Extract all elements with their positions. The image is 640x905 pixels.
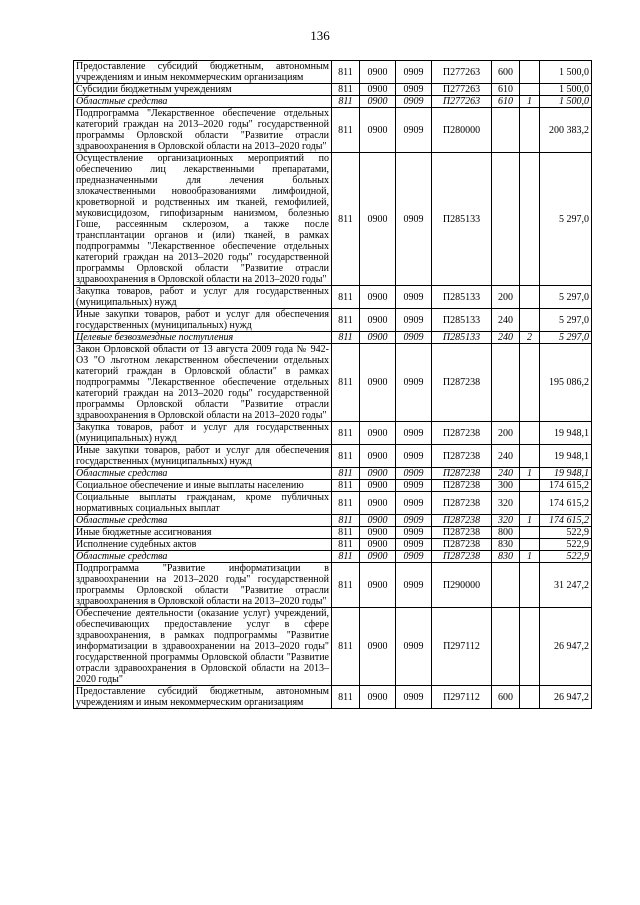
table-row bbox=[74, 332, 592, 344]
row-name: Иные бюджетные ассигнования bbox=[74, 527, 332, 539]
row-name: Обеспечение деятельности (оказание услуг) учреждений, обеспечивающих предоставление услуг в сфере здравоохранения, в рамках подпрограммы "Развитие информатизации в здравоохранении на 2013–2020 годы" государственной программы Орловской области "Развитие отрасли здравоохранения в Орловской области на 2013–2020 годы" bbox=[74, 608, 332, 686]
table-row bbox=[74, 445, 592, 468]
row-funding-source bbox=[520, 686, 540, 709]
row-funding-source bbox=[520, 422, 540, 445]
row-amount: 522,9 bbox=[540, 527, 592, 539]
row-target-code: П277263 bbox=[432, 61, 492, 84]
row-section-code: 0900 bbox=[360, 309, 396, 332]
row-target-code: П287238 bbox=[432, 492, 492, 515]
table-row bbox=[74, 492, 592, 515]
row-funding-source bbox=[520, 108, 540, 153]
row-expense-type: 200 bbox=[492, 422, 520, 445]
row-funding-source: 1 bbox=[520, 468, 540, 480]
row-ministry-code: 811 bbox=[332, 84, 360, 96]
row-expense-type bbox=[492, 344, 520, 422]
row-target-code: П287238 bbox=[432, 445, 492, 468]
row-section-code: 0900 bbox=[360, 468, 396, 480]
row-subsection-code: 0909 bbox=[396, 61, 432, 84]
row-target-code: П285133 bbox=[432, 286, 492, 309]
row-ministry-code: 811 bbox=[332, 332, 360, 344]
row-target-code: П287238 bbox=[432, 422, 492, 445]
row-expense-type: 240 bbox=[492, 332, 520, 344]
table-row bbox=[74, 96, 592, 108]
row-expense-type: 320 bbox=[492, 492, 520, 515]
row-ministry-code: 811 bbox=[332, 468, 360, 480]
row-subsection-code: 0909 bbox=[396, 527, 432, 539]
row-ministry-code: 811 bbox=[332, 344, 360, 422]
row-name: Предоставление субсидий бюджетным, автономным учреждениям и иным некоммерческим организациям bbox=[74, 686, 332, 709]
table-row bbox=[74, 527, 592, 539]
row-funding-source bbox=[520, 153, 540, 286]
row-expense-type: 320 bbox=[492, 515, 520, 527]
row-target-code: П280000 bbox=[432, 108, 492, 153]
row-name: Закон Орловской области от 13 августа 2009 года № 942-ОЗ "О льготном лекарственном обеспечении отдельных категорий граждан в Орловской области" в рамках подпрограммы "Лекарственное обеспечение отдельных категорий граждан на 2013–2020 годы" государственной программы Орловской области "Развитие отрасли здравоохранения в Орловской области на 2013–2020 годы" bbox=[74, 344, 332, 422]
row-name: Областные средства bbox=[74, 515, 332, 527]
row-amount: 5 297,0 bbox=[540, 286, 592, 309]
row-subsection-code: 0909 bbox=[396, 563, 432, 608]
row-expense-type: 240 bbox=[492, 468, 520, 480]
row-subsection-code: 0909 bbox=[396, 539, 432, 551]
row-expense-type bbox=[492, 153, 520, 286]
row-funding-source bbox=[520, 527, 540, 539]
row-section-code: 0900 bbox=[360, 61, 396, 84]
row-section-code: 0900 bbox=[360, 539, 396, 551]
row-amount: 5 297,0 bbox=[540, 153, 592, 286]
row-name: Закупка товаров, работ и услуг для государственных (муниципальных) нужд bbox=[74, 286, 332, 309]
row-ministry-code: 811 bbox=[332, 96, 360, 108]
table-row bbox=[74, 422, 592, 445]
row-amount: 1 500,0 bbox=[540, 96, 592, 108]
row-funding-source bbox=[520, 61, 540, 84]
row-name: Областные средства bbox=[74, 468, 332, 480]
row-amount: 19 948,1 bbox=[540, 468, 592, 480]
row-target-code: П290000 bbox=[432, 563, 492, 608]
table-row bbox=[74, 686, 592, 709]
row-subsection-code: 0909 bbox=[396, 153, 432, 286]
row-name: Областные средства bbox=[74, 96, 332, 108]
row-amount: 19 948,1 bbox=[540, 422, 592, 445]
table-row bbox=[74, 344, 592, 422]
row-amount: 200 383,2 bbox=[540, 108, 592, 153]
row-funding-source: 1 bbox=[520, 96, 540, 108]
row-amount: 5 297,0 bbox=[540, 309, 592, 332]
row-target-code: П285133 bbox=[432, 309, 492, 332]
table-row bbox=[74, 286, 592, 309]
table-row bbox=[74, 563, 592, 608]
row-section-code: 0900 bbox=[360, 527, 396, 539]
row-target-code: П297112 bbox=[432, 686, 492, 709]
table-row bbox=[74, 551, 592, 563]
row-expense-type: 800 bbox=[492, 527, 520, 539]
row-amount: 195 086,2 bbox=[540, 344, 592, 422]
row-name: Иные закупки товаров, работ и услуг для обеспечения государственных (муниципальных) нужд bbox=[74, 445, 332, 468]
row-name: Целевые безвозмездные поступления bbox=[74, 332, 332, 344]
row-target-code: П287238 bbox=[432, 480, 492, 492]
row-ministry-code: 811 bbox=[332, 445, 360, 468]
row-target-code: П287238 bbox=[432, 515, 492, 527]
table-row bbox=[74, 309, 592, 332]
row-subsection-code: 0909 bbox=[396, 480, 432, 492]
row-subsection-code: 0909 bbox=[396, 422, 432, 445]
row-name: Подпрограмма "Развитие информатизации в здравоохранении на 2013–2020 годы" государственной программы Орловской области "Развитие отрасли здравоохранения в Орловской области на 2013–2020 годы" bbox=[74, 563, 332, 608]
row-target-code: П277263 bbox=[432, 84, 492, 96]
row-funding-source bbox=[520, 539, 540, 551]
row-section-code: 0900 bbox=[360, 563, 396, 608]
table-row bbox=[74, 153, 592, 286]
row-subsection-code: 0909 bbox=[396, 515, 432, 527]
row-section-code: 0900 bbox=[360, 492, 396, 515]
table-row bbox=[74, 84, 592, 96]
row-funding-source bbox=[520, 309, 540, 332]
row-ministry-code: 811 bbox=[332, 108, 360, 153]
row-target-code: П285133 bbox=[432, 332, 492, 344]
row-funding-source bbox=[520, 84, 540, 96]
row-name: Областные средства bbox=[74, 551, 332, 563]
row-name: Социальные выплаты гражданам, кроме публичных нормативных социальных выплат bbox=[74, 492, 332, 515]
row-target-code: П287238 bbox=[432, 468, 492, 480]
row-expense-type: 600 bbox=[492, 61, 520, 84]
row-expense-type: 600 bbox=[492, 686, 520, 709]
row-funding-source: 1 bbox=[520, 551, 540, 563]
row-subsection-code: 0909 bbox=[396, 332, 432, 344]
row-name: Осуществление организационных мероприятий по обеспечению лиц лекарственными препаратами, предназначенными для лечения больных злокачественными новообразованиями лимфоидной, кроветворной и родственных им тканей, гемофилией, муковисцидозом, гипофизарным нанизмом, болезнью Гоше, рассеянным склерозом, а также после трансплантации органов и (или) тканей, в рамках подпрограммы "Лекарственное обеспечение отдельных категорий граждан на 2013–2020 годы" государственной программы Орловской области "Развитие отрасли здравоохранения в Орловской области на 2013–2020 годы" bbox=[74, 153, 332, 286]
row-subsection-code: 0909 bbox=[396, 608, 432, 686]
row-ministry-code: 811 bbox=[332, 153, 360, 286]
row-expense-type: 300 bbox=[492, 480, 520, 492]
row-subsection-code: 0909 bbox=[396, 96, 432, 108]
row-target-code: П285133 bbox=[432, 153, 492, 286]
row-funding-source: 1 bbox=[520, 515, 540, 527]
row-name: Иные закупки товаров, работ и услуг для обеспечения государственных (муниципальных) нужд bbox=[74, 309, 332, 332]
row-target-code: П287238 bbox=[432, 344, 492, 422]
budget-table bbox=[73, 60, 592, 709]
row-section-code: 0900 bbox=[360, 686, 396, 709]
row-section-code: 0900 bbox=[360, 608, 396, 686]
row-subsection-code: 0909 bbox=[396, 286, 432, 309]
table-row bbox=[74, 608, 592, 686]
row-subsection-code: 0909 bbox=[396, 492, 432, 515]
row-amount: 31 247,2 bbox=[540, 563, 592, 608]
row-ministry-code: 811 bbox=[332, 286, 360, 309]
row-ministry-code: 811 bbox=[332, 551, 360, 563]
row-expense-type bbox=[492, 563, 520, 608]
row-section-code: 0900 bbox=[360, 344, 396, 422]
row-amount: 1 500,0 bbox=[540, 61, 592, 84]
row-section-code: 0900 bbox=[360, 153, 396, 286]
row-expense-type: 610 bbox=[492, 96, 520, 108]
row-name: Исполнение судебных актов bbox=[74, 539, 332, 551]
row-target-code: П287238 bbox=[432, 527, 492, 539]
row-section-code: 0900 bbox=[360, 445, 396, 468]
row-section-code: 0900 bbox=[360, 480, 396, 492]
row-target-code: П277263 bbox=[432, 96, 492, 108]
row-section-code: 0900 bbox=[360, 422, 396, 445]
table-row bbox=[74, 108, 592, 153]
row-subsection-code: 0909 bbox=[396, 344, 432, 422]
row-funding-source bbox=[520, 480, 540, 492]
row-section-code: 0900 bbox=[360, 84, 396, 96]
row-ministry-code: 811 bbox=[332, 527, 360, 539]
row-funding-source bbox=[520, 286, 540, 309]
row-amount: 522,9 bbox=[540, 539, 592, 551]
table-row bbox=[74, 515, 592, 527]
row-amount: 522,9 bbox=[540, 551, 592, 563]
row-ministry-code: 811 bbox=[332, 563, 360, 608]
page-number: 136 bbox=[310, 28, 330, 43]
row-subsection-code: 0909 bbox=[396, 468, 432, 480]
row-name: Закупка товаров, работ и услуг для государственных (муниципальных) нужд bbox=[74, 422, 332, 445]
row-subsection-code: 0909 bbox=[396, 551, 432, 563]
row-section-code: 0900 bbox=[360, 286, 396, 309]
row-expense-type: 830 bbox=[492, 539, 520, 551]
row-expense-type: 200 bbox=[492, 286, 520, 309]
row-expense-type: 240 bbox=[492, 445, 520, 468]
row-amount: 174 615,2 bbox=[540, 492, 592, 515]
table-body bbox=[74, 61, 592, 709]
row-amount: 26 947,2 bbox=[540, 686, 592, 709]
row-amount: 1 500,0 bbox=[540, 84, 592, 96]
row-expense-type: 240 bbox=[492, 309, 520, 332]
row-ministry-code: 811 bbox=[332, 61, 360, 84]
row-ministry-code: 811 bbox=[332, 686, 360, 709]
row-funding-source bbox=[520, 492, 540, 515]
row-ministry-code: 811 bbox=[332, 480, 360, 492]
row-name: Социальное обеспечение и иные выплаты населению bbox=[74, 480, 332, 492]
table-row bbox=[74, 468, 592, 480]
row-ministry-code: 811 bbox=[332, 539, 360, 551]
row-expense-type bbox=[492, 108, 520, 153]
row-amount: 174 615,2 bbox=[540, 480, 592, 492]
row-funding-source bbox=[520, 563, 540, 608]
row-expense-type: 830 bbox=[492, 551, 520, 563]
table-row bbox=[74, 61, 592, 84]
row-funding-source bbox=[520, 608, 540, 686]
row-section-code: 0900 bbox=[360, 515, 396, 527]
table-row bbox=[74, 539, 592, 551]
row-ministry-code: 811 bbox=[332, 309, 360, 332]
row-amount: 19 948,1 bbox=[540, 445, 592, 468]
row-expense-type: 610 bbox=[492, 84, 520, 96]
row-name: Предоставление субсидий бюджетным, автономным учреждениям и иным некоммерческим организациям bbox=[74, 61, 332, 84]
row-name: Субсидии бюджетным учреждениям bbox=[74, 84, 332, 96]
row-funding-source bbox=[520, 344, 540, 422]
row-funding-source: 2 bbox=[520, 332, 540, 344]
row-subsection-code: 0909 bbox=[396, 84, 432, 96]
row-subsection-code: 0909 bbox=[396, 686, 432, 709]
row-target-code: П297112 bbox=[432, 608, 492, 686]
row-target-code: П287238 bbox=[432, 539, 492, 551]
row-amount: 174 615,2 bbox=[540, 515, 592, 527]
row-ministry-code: 811 bbox=[332, 492, 360, 515]
row-expense-type bbox=[492, 608, 520, 686]
row-name: Подпрограмма "Лекарственное обеспечение отдельных категорий граждан на 2013–2020 годы" государственной программы Орловской области "Развитие отрасли здравоохранения в Орловской области на 2013–2020 годы" bbox=[74, 108, 332, 153]
row-funding-source bbox=[520, 445, 540, 468]
row-subsection-code: 0909 bbox=[396, 445, 432, 468]
table-row bbox=[74, 480, 592, 492]
row-ministry-code: 811 bbox=[332, 515, 360, 527]
row-target-code: П287238 bbox=[432, 551, 492, 563]
row-amount: 5 297,0 bbox=[540, 332, 592, 344]
row-section-code: 0900 bbox=[360, 108, 396, 153]
row-subsection-code: 0909 bbox=[396, 309, 432, 332]
row-amount: 26 947,2 bbox=[540, 608, 592, 686]
row-section-code: 0900 bbox=[360, 551, 396, 563]
row-section-code: 0900 bbox=[360, 332, 396, 344]
row-ministry-code: 811 bbox=[332, 608, 360, 686]
row-section-code: 0900 bbox=[360, 96, 396, 108]
row-ministry-code: 811 bbox=[332, 422, 360, 445]
row-subsection-code: 0909 bbox=[396, 108, 432, 153]
